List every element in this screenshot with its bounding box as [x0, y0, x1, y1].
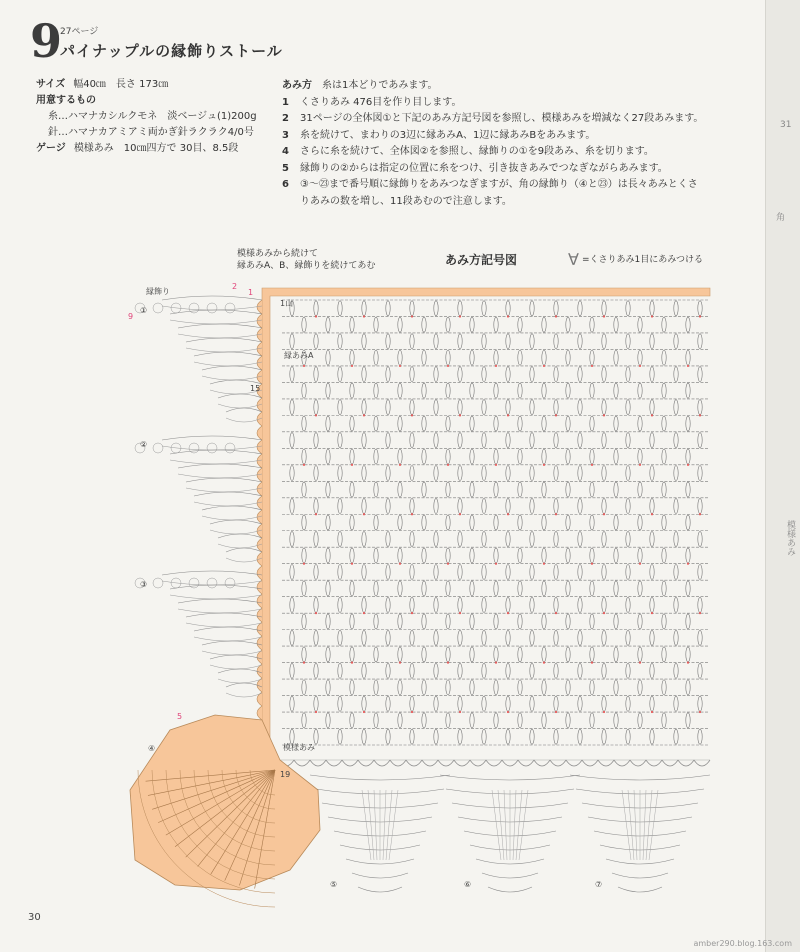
label-edge-a: 縁あみA [284, 351, 314, 360]
circle-6: ⑥ [464, 880, 472, 889]
chart-note: 模様あみから続けて 縁あみA、B、縁飾りを続けてあむ [237, 249, 376, 271]
num-15: 15 [250, 384, 261, 393]
label-pattern: 模様あみ [283, 743, 315, 752]
materials-label: 用意するもの [36, 95, 96, 106]
step: 2 31ページの全体図①と下記のあみ方記号図を参照し、模様あみを増減なく27段あみます。 [282, 113, 704, 124]
num-1: 1 [248, 288, 254, 297]
circle-1: ① [140, 306, 148, 315]
page-number: 30 [28, 912, 41, 923]
page-title: パイナップルの縁飾りストール [60, 42, 283, 60]
watermark: amber290.blog.163.com [693, 939, 792, 948]
step: りあみの数を増し、11段あむので注意します。 [300, 195, 512, 207]
v-stitch-icon: ∀ [568, 250, 579, 269]
circle-7: ⑦ [595, 880, 603, 889]
circle-3: ③ [140, 580, 148, 589]
circle-2: ② [140, 440, 148, 449]
spec-yarn: 糸…ハマナカシルクモネ 淡ベージュ(1)200g [48, 111, 257, 122]
num-5: 5 [177, 712, 183, 721]
step: 5 縁飾りの②からは指定の位置に糸をつけ、引き抜きあみでつなぎながらあみます。 [282, 162, 668, 174]
page-gutter: 31 角 模様あみ [765, 0, 800, 952]
spec-needle: 針…ハマナカアミアミ両かぎ針ラクラク4/0号 [48, 127, 254, 138]
bottom-scallops [270, 760, 710, 766]
step: 4 さらに糸を続けて、全体図②を参照し、縁飾りの①を9段あみ、糸を切ります。 [282, 146, 654, 157]
instructions-intro: 糸は1本どりであみます。 [322, 80, 438, 91]
chart-title: あみ方記号図 [445, 253, 518, 267]
num-2: 2 [232, 282, 238, 291]
gauge-label: ゲージ [36, 143, 66, 154]
pineapple-left [135, 296, 262, 697]
circle-5: ⑤ [330, 880, 338, 889]
pattern-grid [282, 300, 708, 745]
step: 3 糸を続けて、まわりの3辺に縁あみA、1辺に縁あみBをあみます。 [282, 129, 596, 141]
gauge-value: 模様あみ 10㎝四方で 30目、8.5段 [73, 143, 239, 154]
pattern-number: 9 [30, 14, 63, 68]
num-9: 9 [128, 312, 134, 321]
label-edge: 縁飾り [146, 287, 170, 296]
size-value: 幅40㎝ 長さ 173㎝ [73, 79, 169, 90]
instructions-label: あみ方 [282, 80, 312, 91]
chart-legend: ∀ =くさりあみ1目にあみつける [568, 250, 704, 269]
pineapple-bottom [310, 775, 710, 892]
step: 1 くさりあみ 476目を作り目します。 [282, 96, 462, 108]
edging-band-top [262, 288, 710, 760]
circle-4: ④ [148, 744, 156, 753]
size-label: サイズ [36, 79, 66, 90]
page-reference: 27ページ [60, 27, 99, 37]
label-start: 1山 [280, 299, 294, 308]
num-19: 19 [280, 770, 291, 779]
step: 6 ③〜㉓まで番号順に縁飾りをあみつなぎますが、角の縁飾り（④と㉓）は長々あみとくさ [282, 179, 698, 190]
